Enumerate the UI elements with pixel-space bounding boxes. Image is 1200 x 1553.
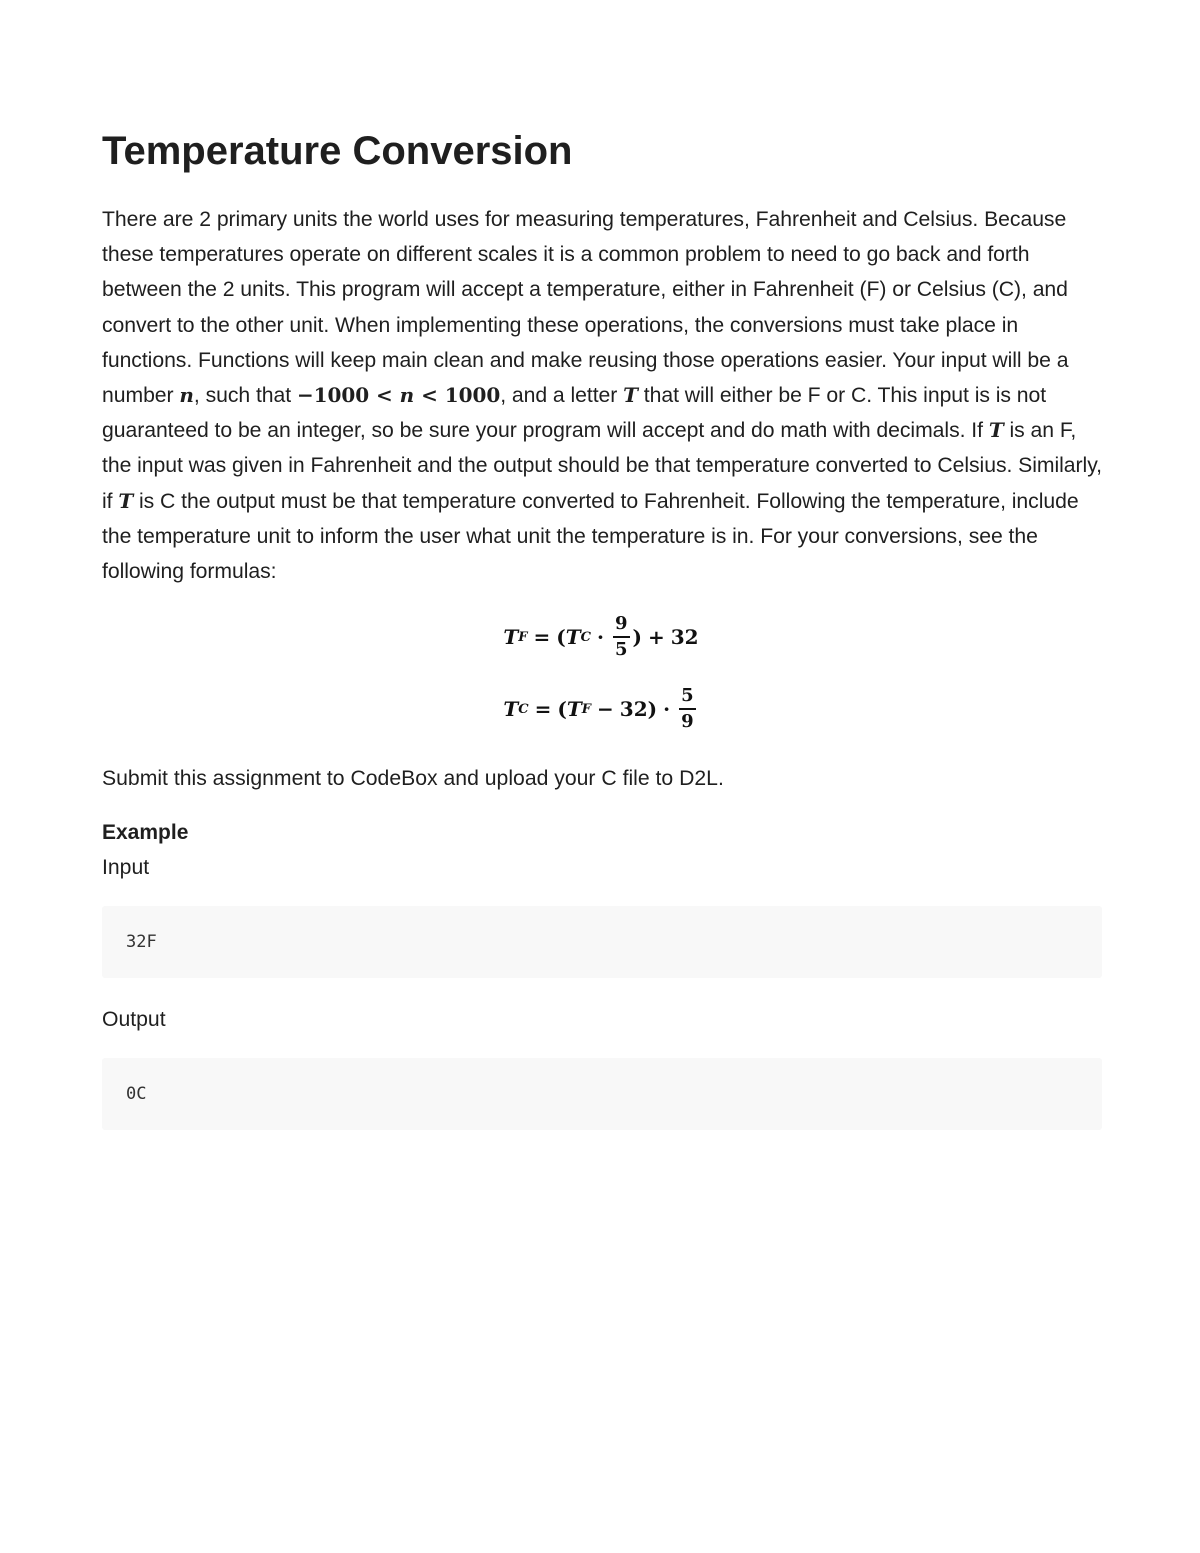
page-title: Temperature Conversion xyxy=(102,129,573,173)
formula-equals: = xyxy=(534,697,552,722)
math-range-high: 1000 xyxy=(444,383,501,408)
input-code-value: 32F xyxy=(126,932,157,953)
formula-block xyxy=(102,605,1102,741)
paragraph-text: that will either be F or C. This input is is not guaranteed to be an integer, so be sure your program will accept and do math with decimals. If xyxy=(102,384,1047,443)
paragraph-text: is an F, the input was given in Fahrenheit and the output should be that temperature converted to Celsius. Similarly, if xyxy=(102,419,1103,513)
formula-symbol: T xyxy=(503,697,519,722)
formula-symbol: T xyxy=(565,625,581,650)
input-code-block xyxy=(102,906,1102,978)
formula-fahrenheit-to-celsius xyxy=(503,677,698,741)
description-paragraph xyxy=(102,202,1102,589)
formula-paren: ( xyxy=(556,625,566,650)
formula-subscript: C xyxy=(518,701,529,717)
paragraph-text: There are 2 primary units the world uses for measuring temperatures, Fahrenheit and Celsius. Because these temperatures operate on different scales it is a common problem to need to go back and forth between the 2 units. This program will accept a temperature, either in Fahrenheit (F) or Celsius (C), and convert to the other unit. When implementing these operations, the conversions must take place in functions. Functions will keep main clean and make reusing those operations easier. Your input will be a number xyxy=(102,208,1069,408)
math-var-t: T xyxy=(118,488,134,513)
fraction-numerator: 9 xyxy=(613,613,630,638)
formula-paren: ) xyxy=(647,697,658,722)
submit-instructions: Submit this assignment to CodeBox and upload your C file to D2L. xyxy=(102,767,724,791)
formula-dot: · xyxy=(663,697,671,722)
input-label: Input xyxy=(102,856,150,880)
formula-fraction xyxy=(613,613,630,661)
formula-subscript: C xyxy=(580,629,592,645)
paragraph-text: is C the output must be that temperature converted to Fahrenheit. Following the temperature, include the temperature unit to inform the user what unit the temperature is in. For your conversions, see the following formulas: xyxy=(102,489,1079,584)
formula-constant: 32 xyxy=(619,697,648,722)
math-range-low: −1000 xyxy=(296,383,370,408)
math-range-var: n xyxy=(399,383,415,408)
formula-symbol: T xyxy=(503,625,519,650)
paragraph-text: , and a letter xyxy=(500,384,624,408)
formula-constant: 32 xyxy=(670,625,699,650)
formula-fraction xyxy=(679,685,696,733)
paragraph-text: , such that xyxy=(193,384,297,408)
math-var-t: T xyxy=(988,418,1004,443)
math-lt: < xyxy=(414,383,445,408)
formula-minus: − xyxy=(597,697,614,722)
formula-equals: = xyxy=(533,625,551,650)
math-lt: < xyxy=(369,383,400,408)
math-var-t: T xyxy=(623,383,638,408)
output-label: Output xyxy=(102,1008,166,1032)
formula-celsius-to-fahrenheit xyxy=(503,605,698,669)
formula-paren: ( xyxy=(557,697,567,722)
fraction-denominator: 9 xyxy=(681,711,694,733)
formula-dot: · xyxy=(597,625,604,650)
example-heading: Example xyxy=(102,821,189,845)
formula-paren: ) xyxy=(632,625,642,650)
formula-symbol: T xyxy=(566,697,582,722)
formula-subscript: F xyxy=(518,629,528,645)
fraction-denominator: 5 xyxy=(614,639,628,661)
document-page xyxy=(102,126,1102,1130)
formula-plus: + xyxy=(647,625,665,650)
math-var-n: n xyxy=(179,383,194,408)
output-code-block xyxy=(102,1058,1102,1130)
formula-subscript: F xyxy=(581,701,592,717)
fraction-numerator: 5 xyxy=(679,685,696,710)
output-code-value: 0C xyxy=(126,1084,147,1105)
